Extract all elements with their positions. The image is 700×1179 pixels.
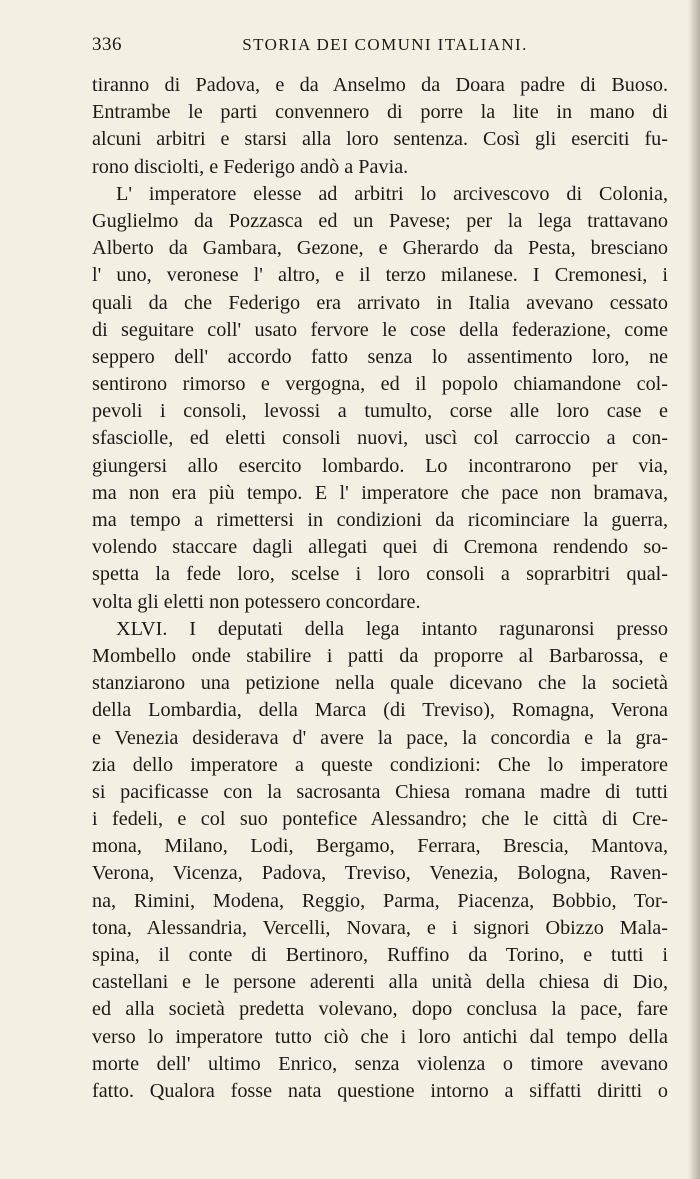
page-edge-shadow [688,0,700,1179]
text-line: morte dell' ultimo Enrico, senza violenza o timore avevano [92,1052,668,1075]
page-header [92,34,668,62]
text-line: ed alla società predetta volevano, dopo conclusa la pace, fare [92,998,668,1021]
text-line: rono disciolti, e Federigo andò a Pavia. [92,155,409,178]
running-title: STORIA DEI COMUNI ITALIANI. [242,35,528,54]
text-line: Entrambe le parti convennero di porre la lite in mano di [92,101,668,124]
page-number: 336 [92,34,122,55]
text-line: giungersi allo esercito lombardo. Lo incontrarono per via, [92,454,668,477]
text-line: Alberto da Gambara, Gezone, e Gherardo da Pesta, bresciano [92,237,668,260]
text-line: Verona, Vicenza, Padova, Treviso, Venezia, Bologna, Raven- [92,862,668,885]
text-line: tona, Alessandria, Vercelli, Novara, e i signori Obizzo Mala- [92,916,668,939]
text-line: l' uno, veronese l' altro, e il terzo milanese. I Cremonesi, i [92,264,668,287]
text-line: Guglielmo da Pozzasca ed un Pavese; per la lega trattavano [92,209,668,232]
text-line: zia dello imperatore a queste condizioni: Che lo imperatore [92,753,668,776]
text-line: stanziarono una petizione nella quale dicevano che la società [92,672,668,695]
text-line: castellani e le persone aderenti alla unità della chiesa di Dio, [92,971,668,994]
text-line: pevoli i consoli, levossi a tumulto, corse alle loro case e [92,400,668,423]
text-line: spina, il conte di Bertinoro, Ruffino da Torino, e tutti i [92,944,668,966]
text-line: fatto. Qualora fosse nata questione intorno a siffatti diritti o [92,1079,668,1102]
text-line: i fedeli, e col suo pontefice Alessandro; che le città di Cre- [92,808,668,831]
text-line: tiranno di Padova, e da Anselmo da Doara padre di Buoso. [92,74,668,96]
text-line: volendo staccare dagli allegati quei di Cremona rendendo so- [92,536,668,559]
text-line: spetta la fede loro, scelse i loro consoli a soprarbitri qual- [92,563,668,586]
text-line: verso lo imperatore tutto ciò che i loro antichi dal tempo della [92,1025,668,1048]
text-line: XLVI. I deputati della lega intanto ragunaronsi presso [116,617,668,640]
text-line: di seguitare coll' usato fervore le cose della federazione, come [92,318,668,341]
text-body [92,72,668,1105]
text-line: seppero dell' accordo fatto senza lo assentimento loro, ne [92,345,668,368]
text-line: ma tempo a rimettersi in condizioni da ricominciare la guerra, [92,509,668,531]
text-line: Mombello onde stabilire i patti da proporre al Barbarossa, e [92,644,668,667]
text-line: e Venezia desiderava d' avere la pace, la concordia e la gra- [92,726,668,749]
text-line: L' imperatore elesse ad arbitri lo arcivescovo di Colonia, [116,182,668,205]
text-line: ma non era più tempo. E l' imperatore che pace non bramava, [92,481,668,504]
text-line: alcuni arbitri e starsi alla loro sentenza. Così gli eserciti fu- [92,128,668,151]
text-line: sfasciolle, ed eletti consoli nuovi, uscì col carroccio a con- [92,427,668,450]
text-line: quali da che Federigo era arrivato in Italia avevano cessato [92,291,668,314]
text-line: si pacificasse con la sacrosanta Chiesa romana madre di tutti [92,780,668,803]
text-line: na, Rimini, Modena, Reggio, Parma, Piacenza, Bobbio, Tor- [92,889,668,912]
text-line: sentirono rimorso e vergogna, ed il popolo chiamandone col- [92,373,668,396]
text-line: volta gli eletti non potessero concordare. [92,590,421,613]
text-line: mona, Milano, Lodi, Bergamo, Ferrara, Brescia, Mantova, [92,835,668,858]
text-line: della Lombardia, della Marca (di Treviso), Romagna, Verona [92,699,668,722]
